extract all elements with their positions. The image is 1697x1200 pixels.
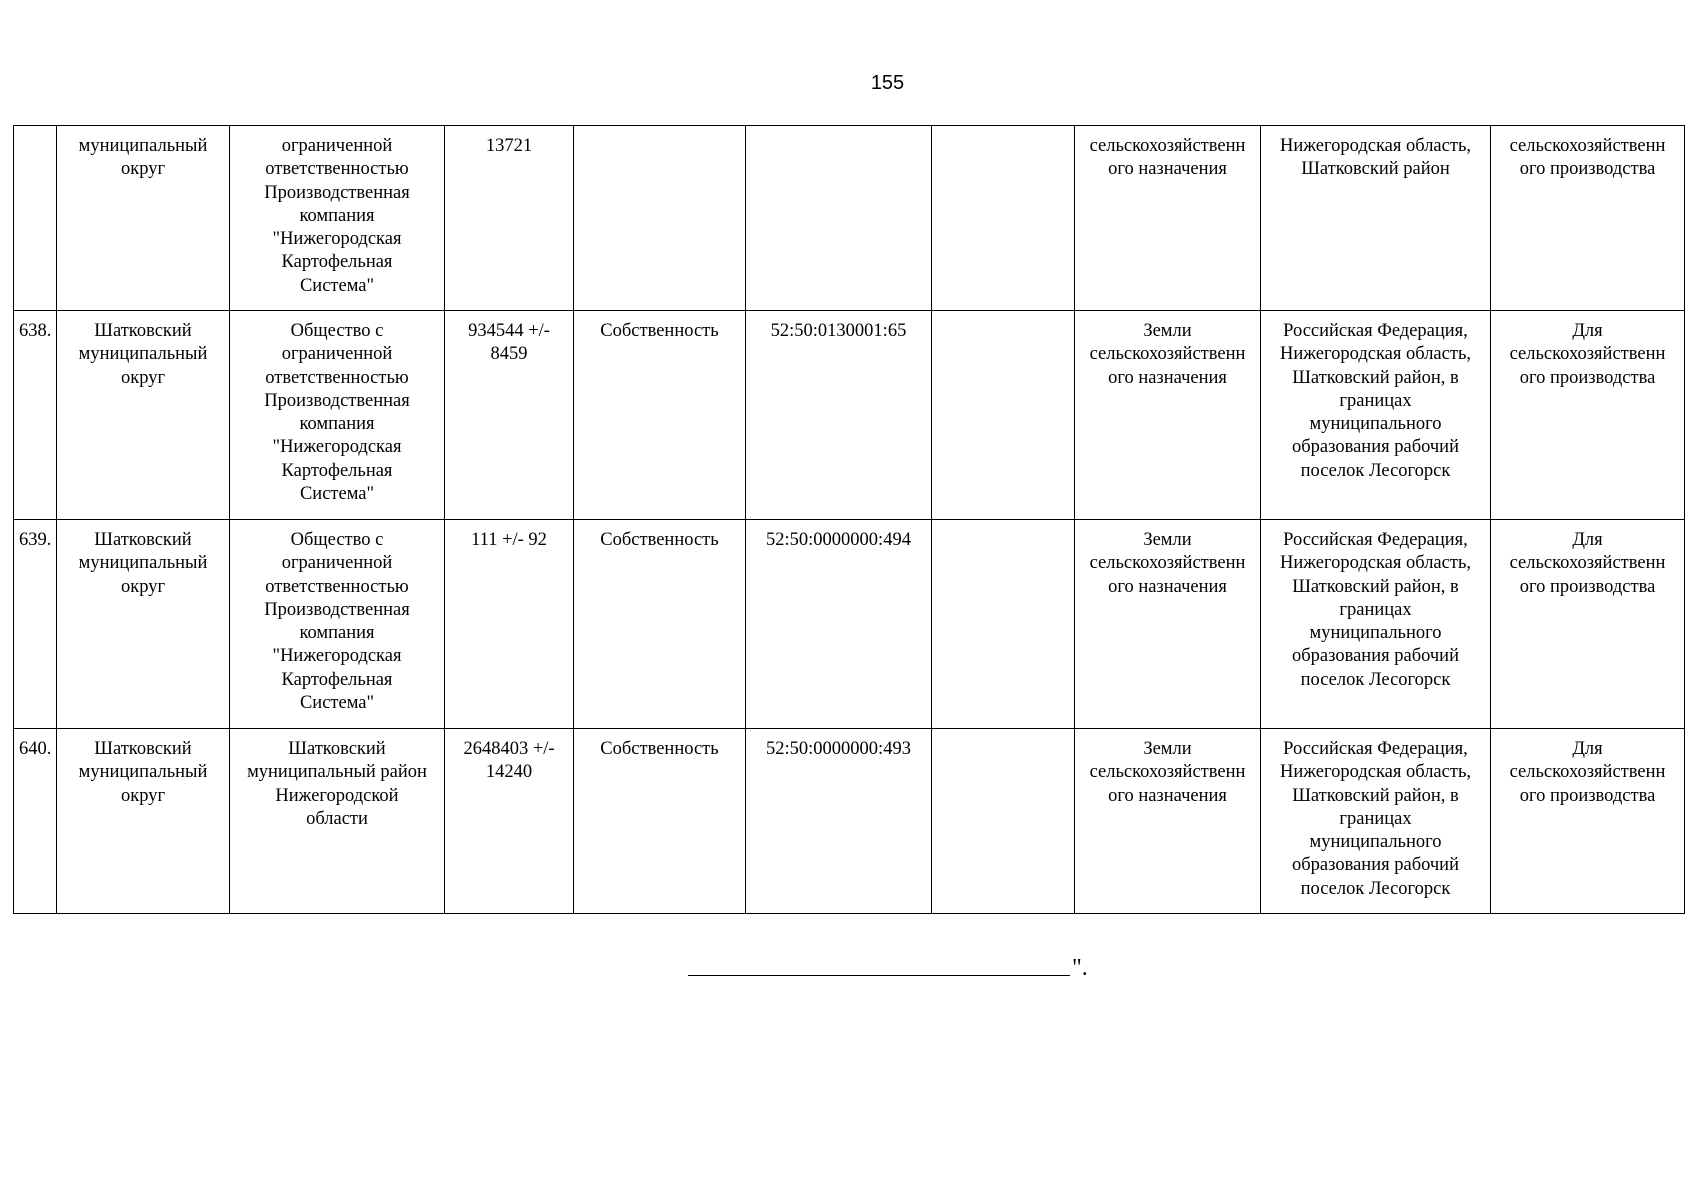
cell-right: Собственность [574, 729, 746, 914]
cell-num [14, 126, 57, 311]
cell-owner: Шатковский муниципальный район Нижегородской области [230, 729, 445, 914]
cell-district: муниципальный округ [57, 126, 230, 311]
cell-category: Земли сельскохозяйственн ого назначения [1075, 729, 1261, 914]
cell-category: Земли сельскохозяйственн ого назначения [1075, 520, 1261, 729]
cell-address: Нижегородская область, Шатковский район [1261, 126, 1491, 311]
cell-area: 111 +/- 92 [445, 520, 574, 729]
closing-line [688, 955, 1088, 982]
cell-category: сельскохозяйственн ого назначения [1075, 126, 1261, 311]
cell-owner: Общество с ограниченной ответственностью Производственная компания "Нижегородская Картофельная Система" [230, 311, 445, 520]
page-number: 155 [870, 72, 905, 94]
cell-right [574, 126, 746, 311]
cell-cadastral: 52:50:0000000:494 [746, 520, 932, 729]
cell-address: Российская Федерация, Нижегородская область, Шатковский район, в границах муниципального образования рабочий поселок Лесогорск [1261, 729, 1491, 914]
cell-right: Собственность [574, 520, 746, 729]
cell-num: 639. [14, 520, 57, 729]
cell-district: Шатковский муниципальный округ [57, 311, 230, 520]
cell-use: Для сельскохозяйственн ого производства [1491, 729, 1685, 914]
cell-blank [932, 311, 1075, 520]
table-row [14, 311, 1685, 520]
cell-blank [932, 126, 1075, 311]
cell-use: Для сельскохозяйственн ого производства [1491, 311, 1685, 520]
land-registry-table [13, 125, 1685, 914]
cell-category: Земли сельскохозяйственн ого назначения [1075, 311, 1261, 520]
cell-address: Российская Федерация, Нижегородская область, Шатковский район, в границах муниципального образования рабочий поселок Лесогорск [1261, 520, 1491, 729]
cell-use: сельскохозяйственн ого производства [1491, 126, 1685, 311]
cell-num: 640. [14, 729, 57, 914]
closing-quote-mark: ". [1072, 955, 1088, 981]
cell-district: Шатковский муниципальный округ [57, 520, 230, 729]
cell-num: 638. [14, 311, 57, 520]
cell-cadastral [746, 126, 932, 311]
cell-right: Собственность [574, 311, 746, 520]
table-row [14, 126, 1685, 311]
cell-use: Для сельскохозяйственн ого производства [1491, 520, 1685, 729]
cell-area: 13721 [445, 126, 574, 311]
cell-cadastral: 52:50:0130001:65 [746, 311, 932, 520]
table-row [14, 729, 1685, 914]
cell-blank [932, 520, 1075, 729]
cell-owner: Общество с ограниченной ответственностью Производственная компания "Нижегородская Картофельная Система" [230, 520, 445, 729]
table-row [14, 520, 1685, 729]
signature-underline [688, 974, 1070, 976]
cell-area: 2648403 +/- 14240 [445, 729, 574, 914]
cell-owner: ограниченной ответственностью Производственная компания "Нижегородская Картофельная Система" [230, 126, 445, 311]
cell-blank [932, 729, 1075, 914]
cell-district: Шатковский муниципальный округ [57, 729, 230, 914]
cell-area: 934544 +/- 8459 [445, 311, 574, 520]
cell-address: Российская Федерация, Нижегородская область, Шатковский район, в границах муниципального образования рабочий поселок Лесогорск [1261, 311, 1491, 520]
cell-cadastral: 52:50:0000000:493 [746, 729, 932, 914]
